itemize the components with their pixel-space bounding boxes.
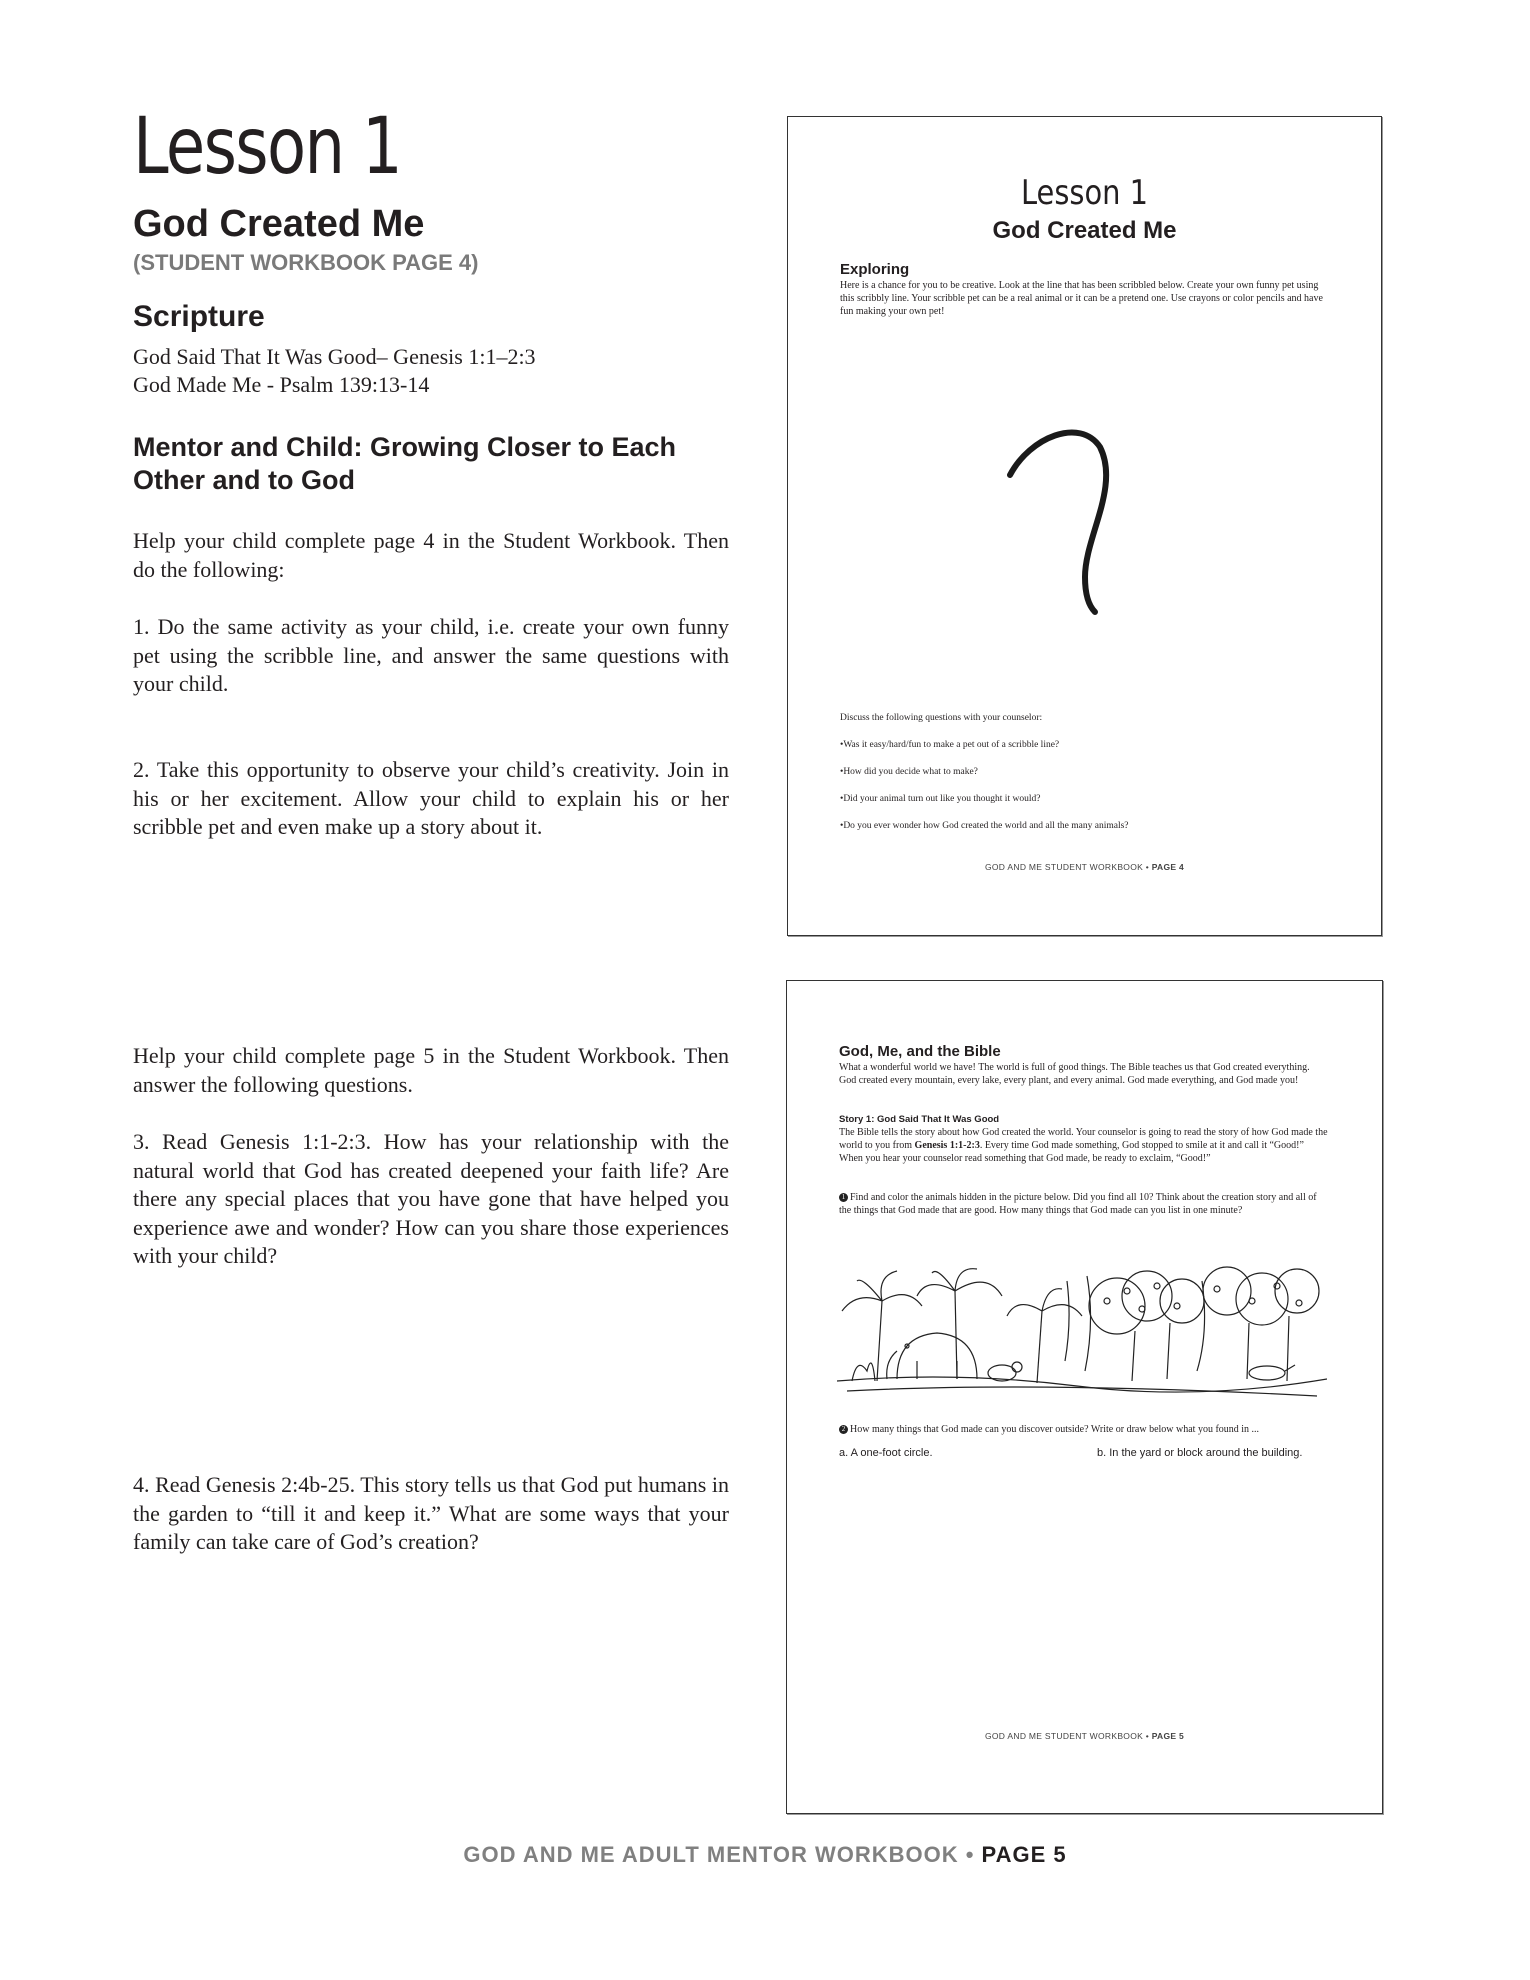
activity-item: 2. Take this opportunity to observe your child’s creativity. Join in his or her excitement. Allow your child to explain his or her scribble pet and even make up a story about it. xyxy=(133,757,729,839)
thumb-step-1 xyxy=(839,1191,1329,1217)
thumb-lesson-subtitle: God Created Me xyxy=(992,217,1177,244)
thumb-footer-page: PAGE 4 xyxy=(1151,862,1185,872)
thumb-footer-label: GOD AND ME STUDENT WORKBOOK • xyxy=(984,1731,1152,1741)
step-number-badge: 1 xyxy=(839,1193,848,1202)
thumb-body-text: What a wonderful world we have! The world is full of good things. The Bible teaches us that God created everything. God created every mountain, every lake, every plant, and every animal. God made everything, and God made you! xyxy=(839,1062,1310,1086)
thumb-option-a: a. A one-foot circle. xyxy=(839,1447,933,1459)
question-item: 4. Read Genesis 2:4b-25. This story tells us that God put humans in the garden to “till it and keep it.” What are some ways that your family can take care of God’s creation? xyxy=(133,1472,729,1554)
thumb-page-footer xyxy=(788,862,1381,872)
footer-label: GOD AND ME ADULT MENTOR WORKBOOK • xyxy=(463,1842,982,1867)
thumb-question: •Did your animal turn out like you thought it would? xyxy=(840,794,1041,804)
footer-page-number: PAGE 5 xyxy=(981,1842,1067,1867)
thumb-footer-page: PAGE 5 xyxy=(1151,1731,1185,1741)
thumb-story-text-b: . Every time God made something, God stopped to smile at it and call it “Good!” When you hear your counselor read something that God made, be ready to exclaim, “Good!” xyxy=(839,1140,1304,1164)
instruction-paragraph: Help your child complete page 4 in the Student Workbook. Then do the following: xyxy=(133,528,729,582)
thumb-question: •Was it easy/hard/fun to make a pet out of a scribble line? xyxy=(840,740,1060,750)
student-workbook-page-4-thumbnail xyxy=(787,116,1382,936)
thumb-step-1-text: Find and color the animals hidden in the picture below. Did you find all 10? Think about the creation story and all of the things that God made that are good. How many things that God made can you list in one minute? xyxy=(839,1192,1317,1216)
scribble-line-illustration xyxy=(1000,417,1120,617)
scripture-heading: Scripture xyxy=(133,300,265,333)
thumb-story-reference: Genesis 1:1-2:3 xyxy=(914,1140,980,1151)
student-workbook-page-5-thumbnail xyxy=(786,980,1383,1814)
activity-item: 1. Do the same activity as your child, i.e. create your own funny pet using the scribble line, and answer the same questions with your child. xyxy=(133,614,729,696)
workbook-page-reference: (STUDENT WORKBOOK PAGE 4) xyxy=(133,250,479,275)
thumb-story-heading: Story 1: God Said That It Was Good xyxy=(839,1114,1000,1125)
thumb-page-footer xyxy=(787,1731,1382,1741)
scripture-line: God Made Me - Psalm 139:13-14 xyxy=(133,372,430,397)
step-number-badge: 2 xyxy=(839,1425,848,1434)
mentor-heading: Mentor and Child: Growing Closer to Each Other and to God xyxy=(133,432,677,495)
thumb-story-text xyxy=(839,1126,1329,1165)
page-footer xyxy=(0,1842,1530,1868)
thumb-footer-label: GOD AND ME STUDENT WORKBOOK • xyxy=(984,862,1152,872)
thumb-lesson-title: Lesson 1 xyxy=(1020,173,1149,213)
thumb-question: •Do you ever wonder how God created the world and all the many animals? xyxy=(840,821,1129,831)
thumb-step-2 xyxy=(839,1423,1329,1436)
jungle-animals-illustration xyxy=(837,1261,1327,1401)
question-item: 3. Read Genesis 1:1-2:3. How has your relationship with the natural world that God has created deepened your faith life? Are there any special places that you have gone that have helped you experience awe and wonder? How can you share those experiences with your child? xyxy=(133,1129,729,1268)
thumb-story-text-a: The Bible tells the story about how God created the world. Your counselor is going to read the story of how God made the world to you from xyxy=(839,1127,1328,1151)
thumb-question: •How did you decide what to make? xyxy=(840,767,978,777)
thumb-body-text: Here is a chance for you to be creative. Look at the line that has been scribbled below. Create your own funny pet using this scribbly line. Your scribble pet can be a real animal or it can be a pretend one. Use crayons or color pencils and have fun making your own pet! xyxy=(840,280,1323,317)
instruction-paragraph: Help your child complete page 5 in the Student Workbook. Then answer the following questions. xyxy=(133,1043,729,1097)
lesson-title: Lesson 1 xyxy=(133,102,402,192)
thumb-option-b: b. In the yard or block around the building. xyxy=(1097,1447,1303,1459)
lesson-subtitle: God Created Me xyxy=(133,203,425,245)
thumb-section-heading: Exploring xyxy=(840,261,910,278)
thumb-discuss-prompt: Discuss the following questions with your counselor: xyxy=(840,713,1043,723)
scripture-line: God Said That It Was Good– Genesis 1:1–2:3 xyxy=(133,344,536,369)
thumb-step-2-text: How many things that God made can you discover outside? Write or draw below what you found in ... xyxy=(850,1424,1260,1435)
thumb-section-heading: God, Me, and the Bible xyxy=(839,1043,1001,1060)
